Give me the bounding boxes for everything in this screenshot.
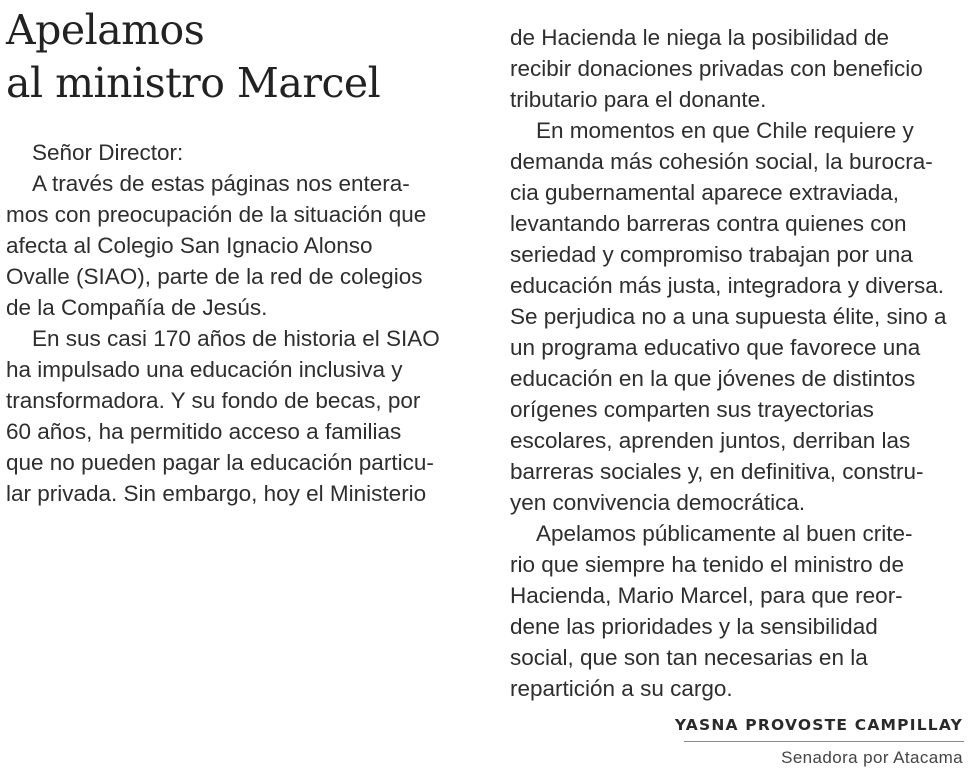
text-line: Apelamos públicamente al buen crite- xyxy=(536,521,913,546)
text-line: recibir donaciones privadas con beneficio xyxy=(510,56,923,81)
text-line: que no pueden pagar la educación particu- xyxy=(6,450,434,475)
signature-divider xyxy=(684,741,964,742)
letter-column-right xyxy=(510,22,960,704)
signature-role: Senadora por Atacama xyxy=(781,748,963,767)
text-line: social, que son tan necesarias en la xyxy=(510,645,868,670)
text-line: rio que siempre ha tenido el ministro de xyxy=(510,552,904,577)
text-line: demanda más cohesión social, la burocra- xyxy=(510,149,933,174)
headline xyxy=(6,4,476,110)
text-line: escolares, aprenden juntos, derriban las xyxy=(510,428,911,453)
text-line: cia gubernamental aparece extraviada, xyxy=(510,180,899,205)
text-line: un programa educativo que favorece una xyxy=(510,335,921,360)
text-line: seriedad y compromiso trabajan por una xyxy=(510,242,913,267)
headline-line-2: al ministro Marcel xyxy=(6,59,381,107)
text-line: levantando barreras contra quienes con xyxy=(510,211,907,236)
text-line: educación más justa, integradora y diversa. xyxy=(510,273,944,298)
text-line: Hacienda, Mario Marcel, para que reor- xyxy=(510,583,903,608)
text-line: barreras sociales y, en definitiva, constru- xyxy=(510,459,924,484)
text-line: dene las prioridades y la sensibilidad xyxy=(510,614,878,639)
text-line: de la Compañía de Jesús. xyxy=(6,295,268,320)
text-line: En sus casi 170 años de historia el SIAO xyxy=(32,326,440,351)
text-line: En momentos en que Chile requiere y xyxy=(536,118,914,143)
text-line: mos con preocupación de la situación que xyxy=(6,202,427,227)
text-line: lar privada. Sin embargo, hoy el Ministerio xyxy=(6,481,427,506)
text-line: Ovalle (SIAO), parte de la red de colegios xyxy=(6,264,423,289)
text-line: tributario para el donante. xyxy=(510,87,767,112)
text-line: repartición a su cargo. xyxy=(510,676,733,701)
text-line: A través de estas páginas nos entera- xyxy=(32,171,410,196)
text-line: ha impulsado una educación inclusiva y xyxy=(6,357,403,382)
text-line: yen convivencia democrática. xyxy=(510,490,806,515)
text-line: transformadora. Y su fondo de becas, por xyxy=(6,388,421,413)
text-line: Señor Director: xyxy=(32,140,184,165)
text-line: 60 años, ha permitido acceso a familias xyxy=(6,419,402,444)
text-line: educación en la que jóvenes de distintos xyxy=(510,366,916,391)
text-line: orígenes comparten sus trayectorias xyxy=(510,397,874,422)
headline-line-1: Apelamos xyxy=(6,6,205,54)
text-line: de Hacienda le niega la posibilidad de xyxy=(510,25,890,50)
text-line: afecta al Colegio San Ignacio Alonso xyxy=(6,233,373,258)
letter-column-left xyxy=(6,137,456,509)
signature-name: YASNA PROVOSTE CAMPILLAY xyxy=(674,716,963,734)
text-line: Se perjudica no a una supuesta élite, sino a xyxy=(510,304,947,329)
